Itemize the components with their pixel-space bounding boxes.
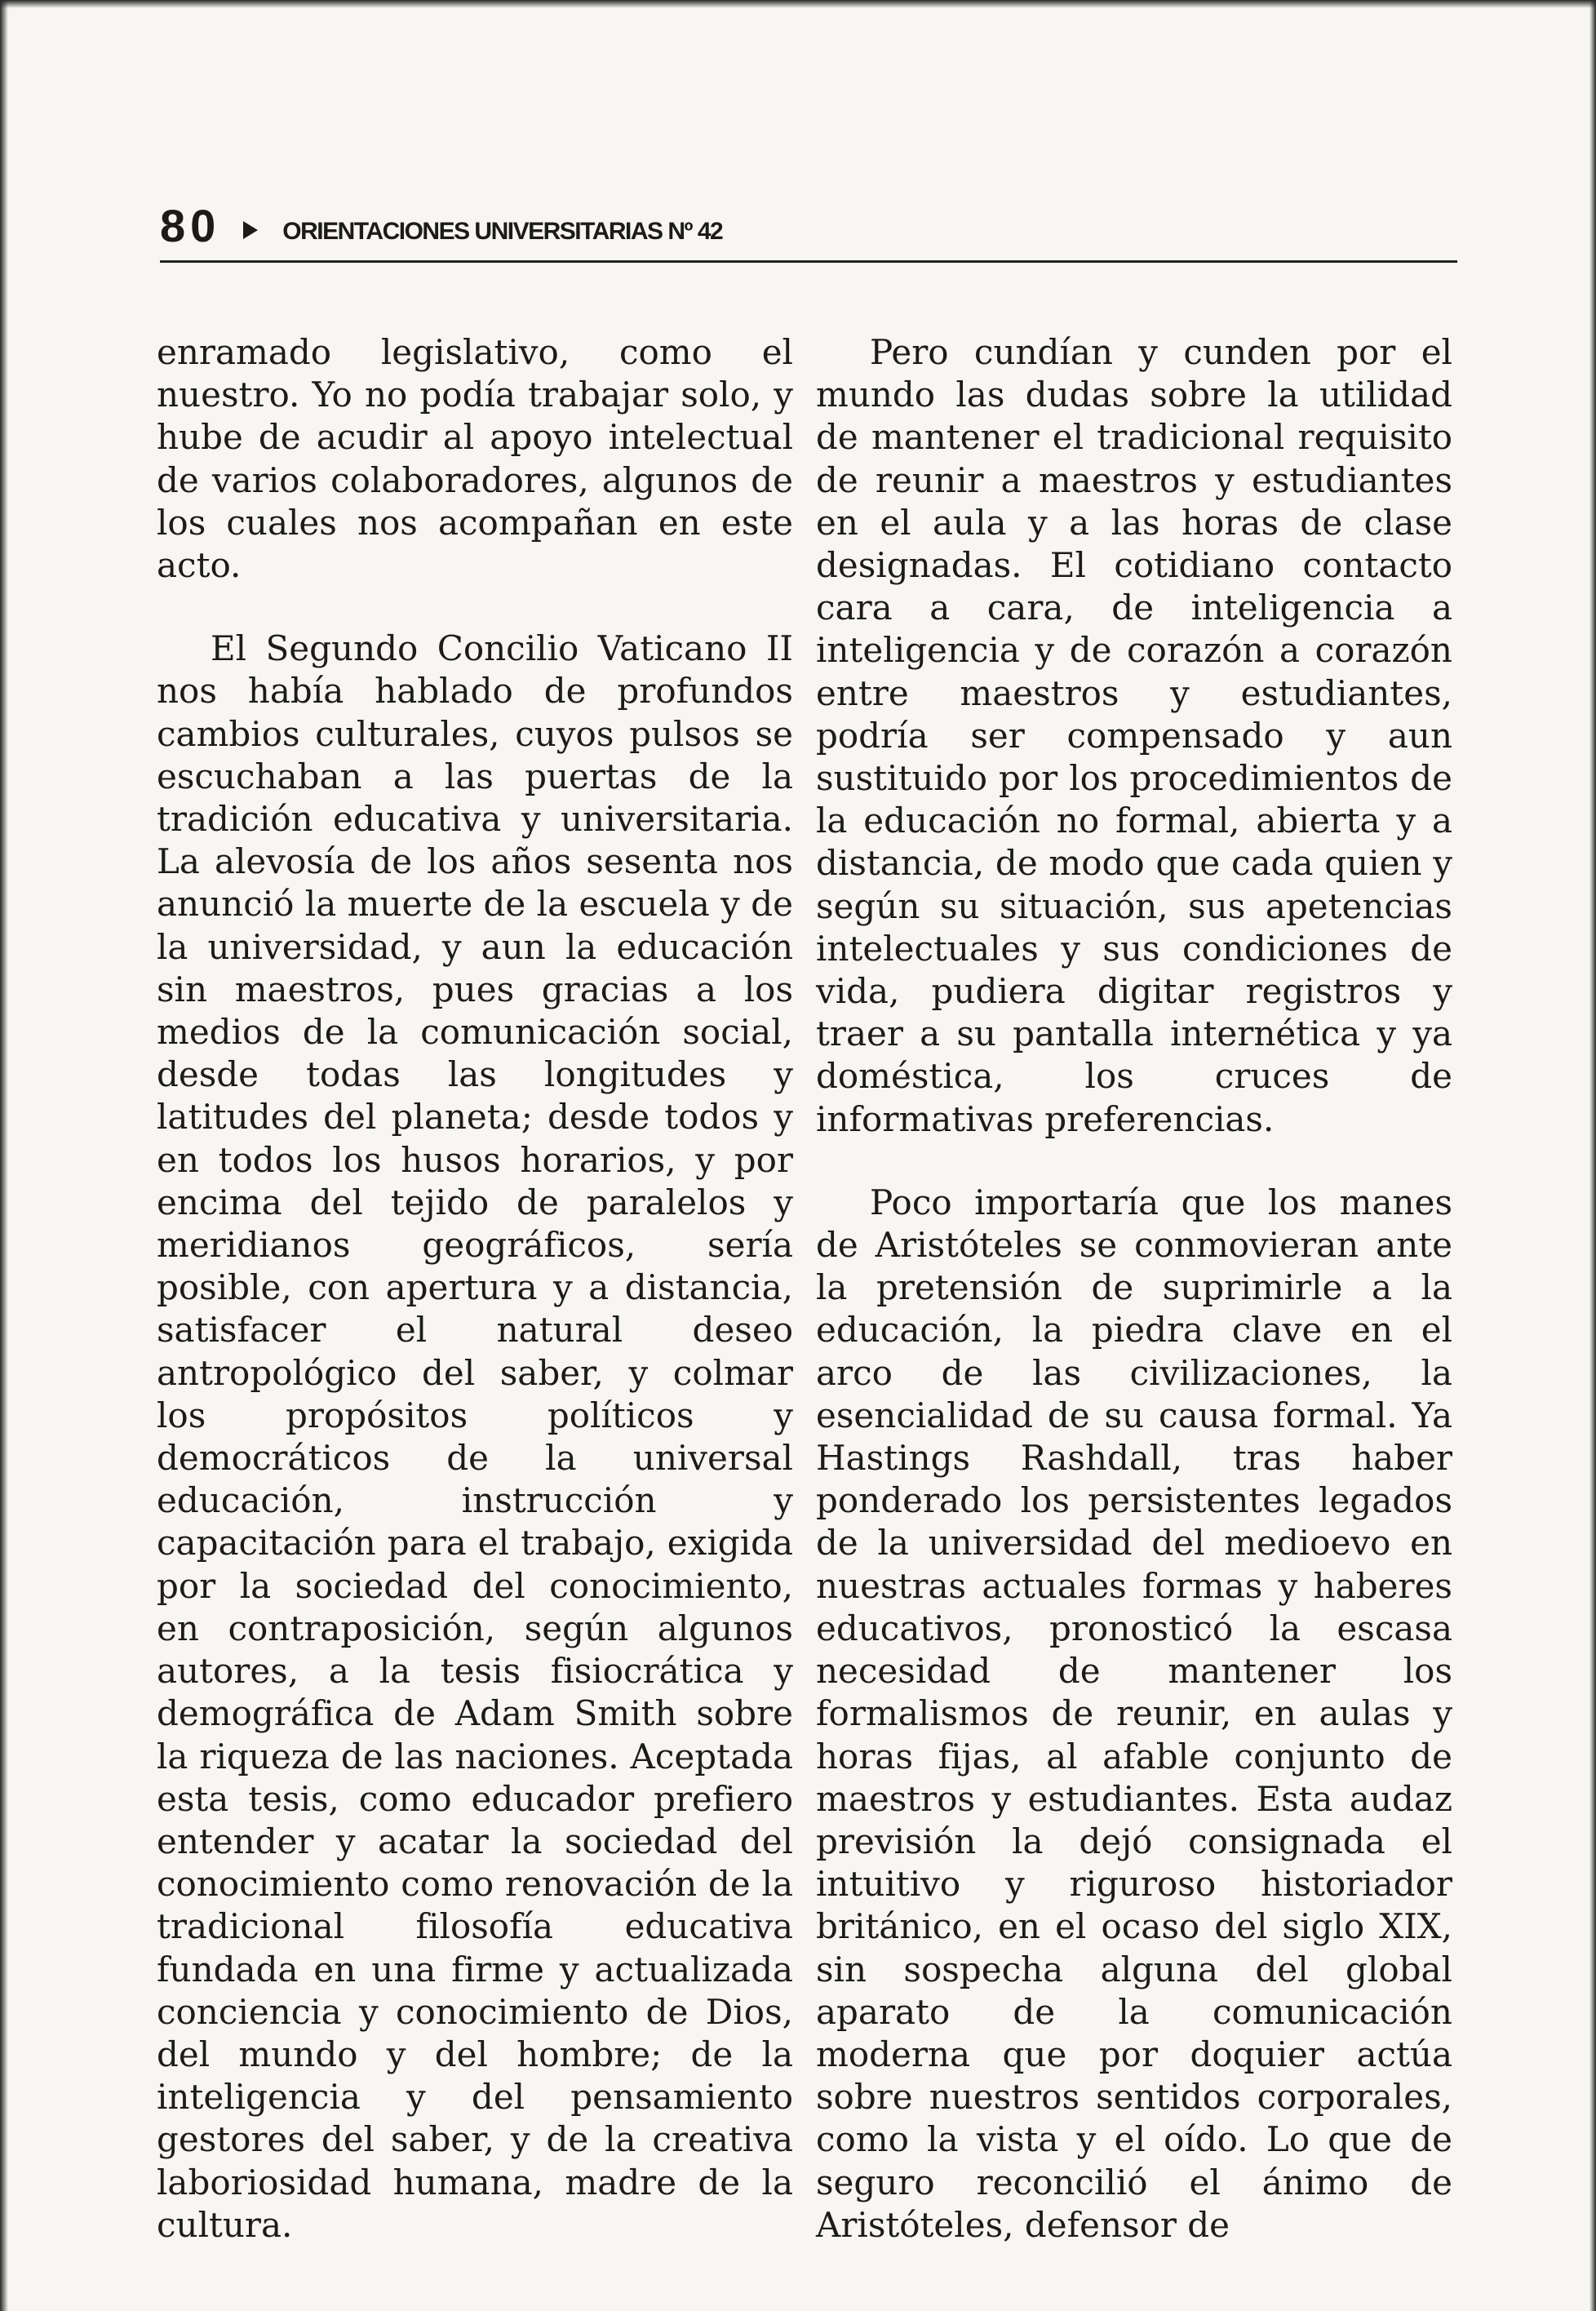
scan-edge-left	[0, 0, 8, 2311]
paragraph-gap	[816, 1141, 1452, 1182]
scan-edge-top	[0, 0, 1596, 8]
journal-title: ORIENTACIONES UNIVERSITARIAS Nº 42	[282, 218, 723, 245]
paragraph-aristoteles: Poco importaría que los manes de Aristóteles se conmovieran ante la pretensión de suprimirle a la educación, la piedra clave en el arco de las civilizaciones, la esencialidad de su causa formal. Ya Hastings Rashdall, tras haber ponderado los persistentes legados de la universidad del medioevo en nuestras actuales formas y haberes educativos, pronosticó la escasa necesidad de mantener los formalismos de reunir, en aulas y horas fijas, al afable conjunto de maestros y estudiantes. Esta audaz previsión la dejó consignada el intuitivo y riguroso historiador británico, en el ocaso del siglo XIX, sin sospecha alguna del global aparato de la comunicación moderna que por doquier actúa sobre nuestros sentidos corporales, como la vista y el oído. Lo que de seguro reconcilió el ánimo de Aristóteles, defensor de	[816, 1182, 1452, 2245]
left-column	[157, 331, 793, 2247]
page-number: 80	[160, 200, 221, 251]
paragraph-gap	[157, 587, 793, 628]
triangle-arrow-icon	[243, 221, 258, 239]
paragraph-concilio: El Segundo Concilio Vaticano II nos había hablado de profundos cambios culturales, cuyos pulsos se escuchaban a las puertas de la tradición educativa y universitaria. La alevosía de los años sesenta nos anunció la muerte de la escuela y de la universidad, y aun la educación sin maestros, pues gracias a los medios de la comunicación social, desde todas las longitudes y latitudes del planeta; desde todos y en todos los husos horarios, y por encima del tejido de paralelos y meridianos geográficos, sería posible, con apertura y a distancia, satisfacer el natural deseo antropológico del saber, y colmar los propósitos políticos y democráticos de la universal educación, instrucción y capacitación para el trabajo, exigida por la sociedad del conocimiento, en contraposición, según algunos autores, a la tesis fisiocrática y demográfica de Adam Smith sobre la riqueza de las naciones. Aceptada esta tesis, como educador prefiero entender y acatar la sociedad del conocimiento como renovación de la tradicional filosofía educativa fundada en una firme y actualizada conciencia y conocimiento de Dios, del mundo y del hombre; de la inteligencia y del pensamiento gestores del saber, y de la creativa laboriosidad humana, madre de la cultura.	[157, 628, 793, 2245]
running-header	[160, 184, 1457, 263]
paragraph-dudas: Pero cundían y cunden por el mundo las dudas sobre la utilidad de mantener el tradicional requisito de reunir a maestros y estudiantes en el aula y a las horas de clase designadas. El cotidiano contacto cara a cara, de inteligencia a inteligencia y de corazón a corazón entre maestros y estudiantes, podría ser compensado y aun sustituido por los procedimientos de la educación no formal, abierta y a distancia, de modo que cada quien y según su situación, sus apetencias intelectuales y sus condiciones de vida, pudiera digitar registros y traer a su pantalla internética y ya doméstica, los cruces de informativas preferencias.	[816, 332, 1452, 1139]
paragraph-continuation: enramado legislativo, como el nuestro. Yo no podía trabajar solo, y hube de acudir al apoyo intelectual de varios colaboradores, algunos de los cuales nos acompañan en este acto.	[157, 332, 793, 586]
scan-edge-right	[1589, 0, 1596, 2311]
right-column	[816, 331, 1452, 2247]
